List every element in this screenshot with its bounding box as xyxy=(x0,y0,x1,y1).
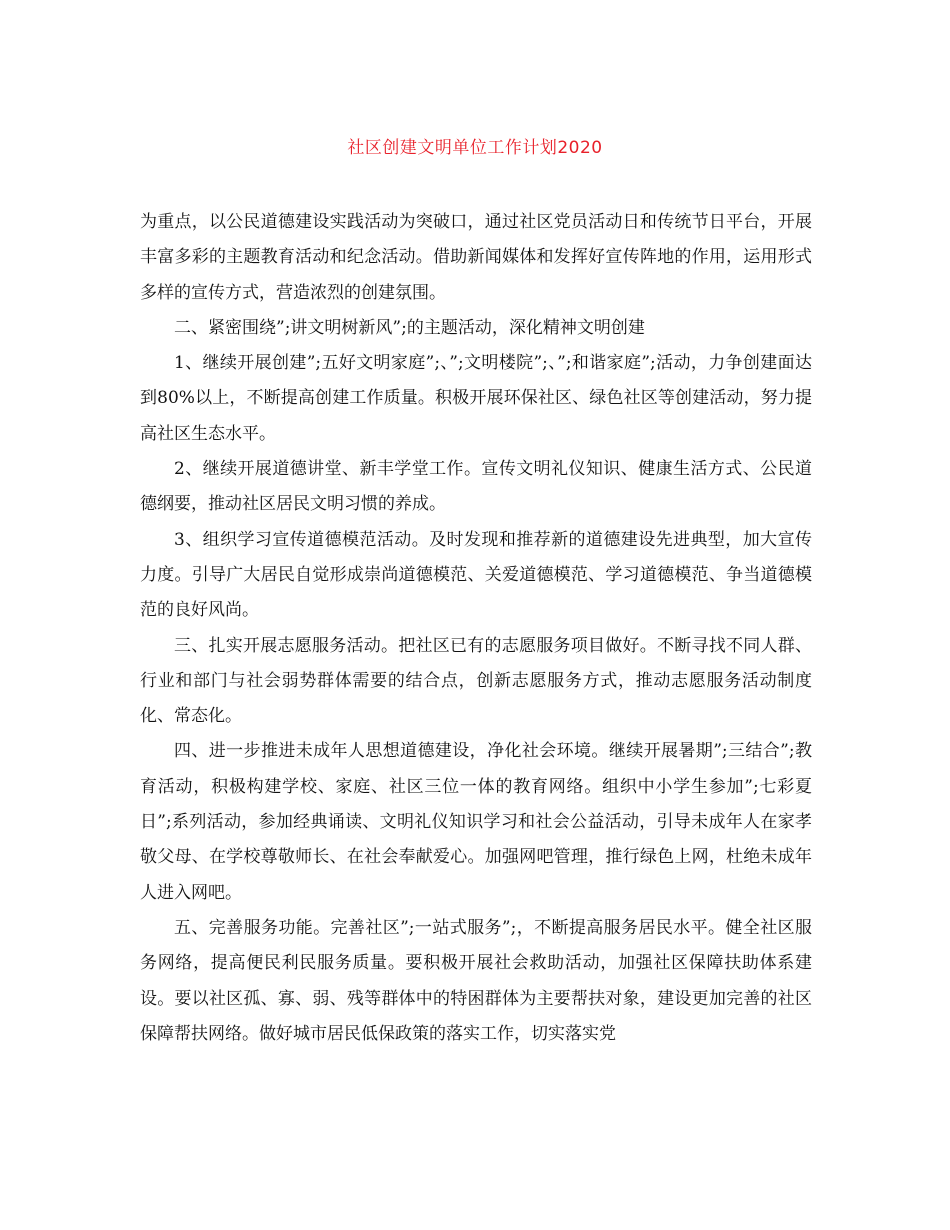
paragraph-2: 二、紧密围绕”;讲文明树新风”;的主题活动，深化精神文明创建 xyxy=(174,317,645,338)
paragraph-1: 为重点，以公民道德建设实践活动为突破口，通过社区党员活动日和传统节日平台，开展丰富多彩的主题教育活动和纪念活动。借助新闻媒体和发挥好宣传阵地的作用，运用形式多样的宣传方式，营造浓烈的创建氛围。 xyxy=(140,212,812,303)
document-title: 社区创建文明单位工作计划2020 xyxy=(347,138,603,158)
paragraph-4: 2、继续开展道德讲堂、新丰学堂工作。宣传文明礼仪知识、健康生活方式、公民道德纲要，推动社区居民文明习惯的养成。 xyxy=(140,459,812,515)
paragraph-3: 1、继续开展创建”;五好文明家庭”;、”;文明楼院”;、”;和谐家庭”;活动，力争创建面达到80%以上，不断提高创建工作质量。积极开展环保社区、绿色社区等创建活动，努力提高社区生态水平。 xyxy=(140,353,812,444)
paragraph-5: 3、组织学习宣传道德模范活动。及时发现和推荐新的道德建设先进典型，加大宣传力度。引导广大居民自觉形成崇尚道德模范、关爱道德模范、学习道德模范、争当道德模范的良好风尚。 xyxy=(140,529,812,621)
paragraph-7: 四、进一步推进未成年人思想道德建设，净化社会环境。继续开展暑期”;三结合”;教育活动，积极构建学校、家庭、社区三位一体的教育网络。组织中小学生参加”;七彩夏日”;系列活动，参加经典诵读、文明礼仪知识学习和社会公益活动，引导未成年人在家孝敬父母、在学校尊敬师长、在社会奉献爱心。加强网吧管理，推行绿色上网，杜绝未成年人进入网吧。 xyxy=(140,741,812,903)
document-body xyxy=(140,205,812,1052)
paragraph-6: 三、扎实开展志愿服务活动。把社区已有的志愿服务项目做好。不断寻找不同人群、行业和部门与社会弱势群体需要的结合点，创新志愿服务方式，推动志愿服务活动制度化、常态化。 xyxy=(140,635,812,727)
paragraph-8: 五、完善服务功能。完善社区”;一站式服务”;，不断提高服务居民水平。健全社区服务网络，提高便民利民服务质量。要积极开展社会救助活动，加强社区保障扶助体系建设。要以社区孤、寡、弱、残等群体中的特困群体为主要帮扶对象，建设更加完善的社区保障帮扶网络。做好城市居民低保政策的落实工作，切实落实党 xyxy=(140,917,812,1044)
